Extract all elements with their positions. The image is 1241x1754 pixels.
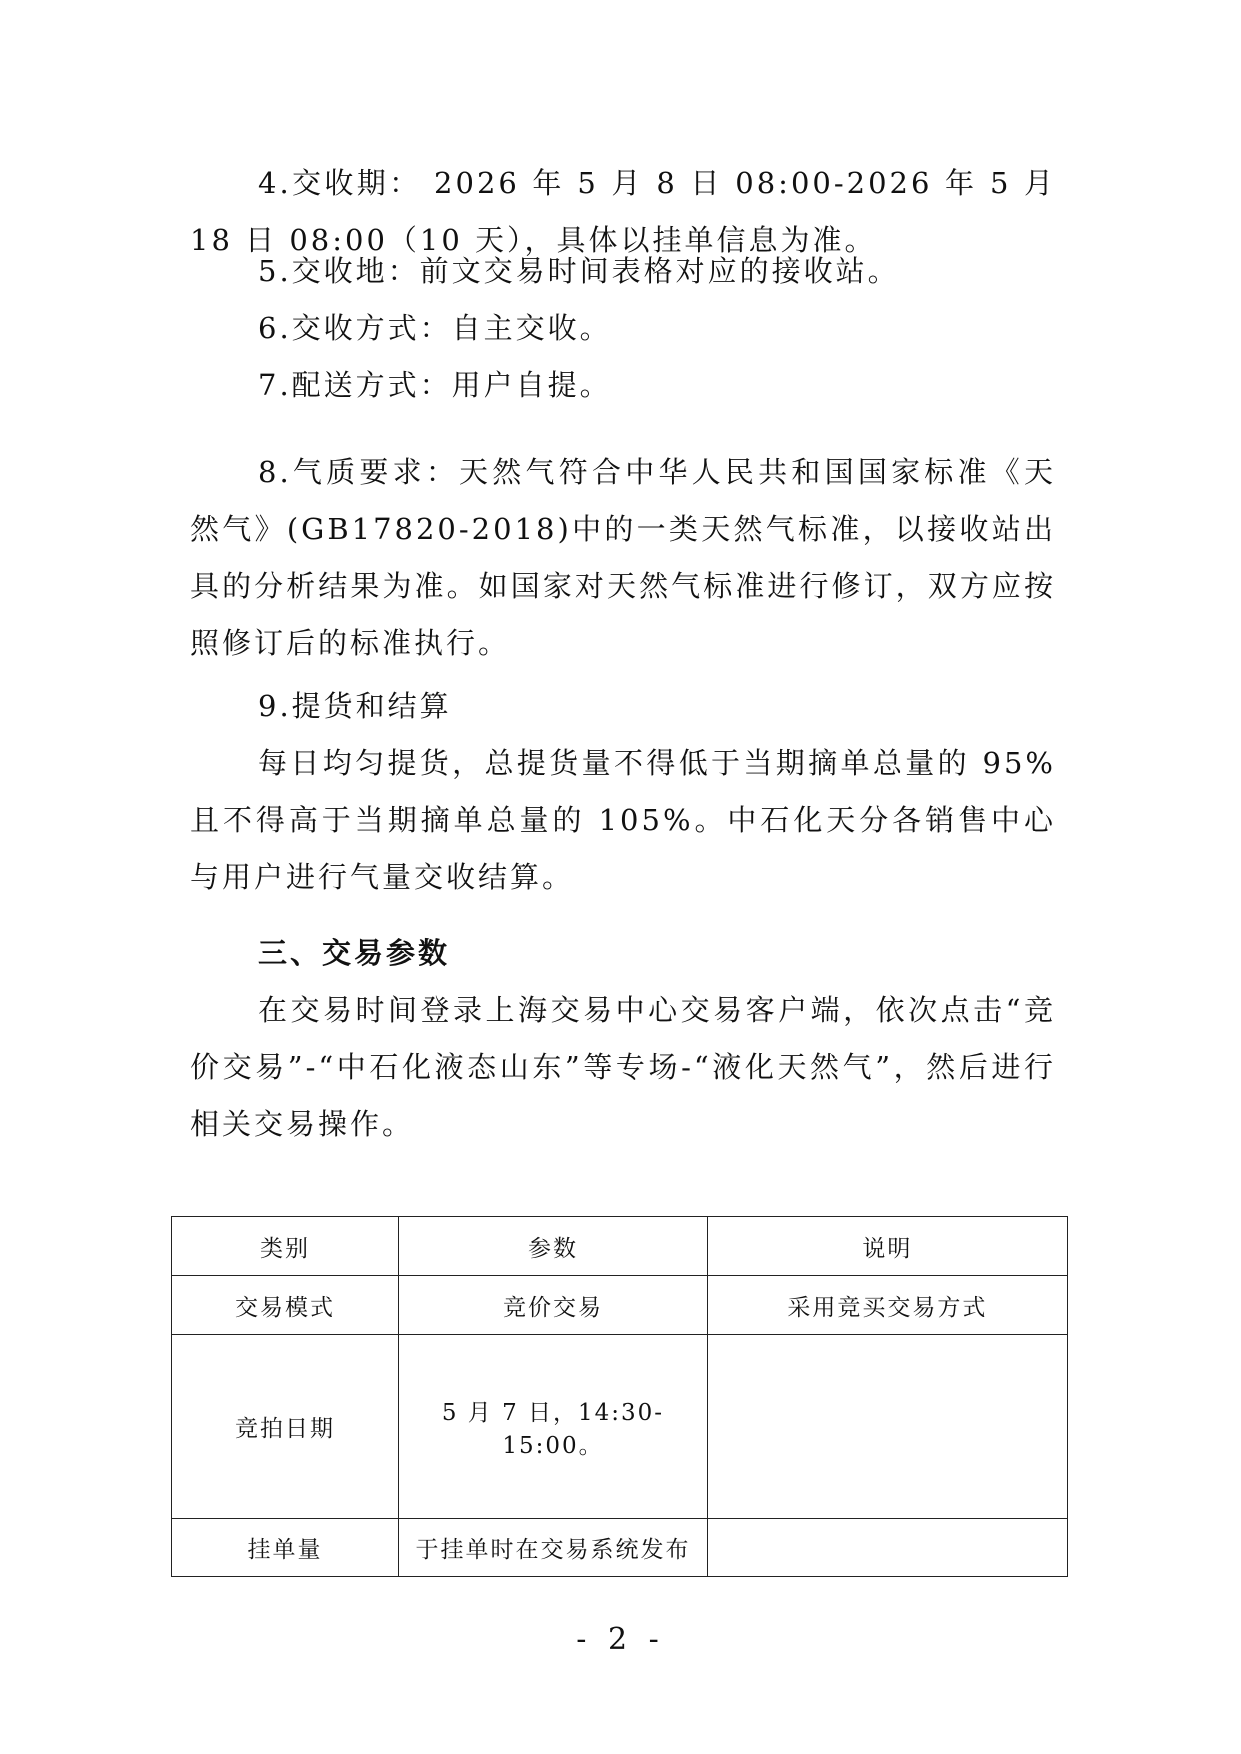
- table-cell: 5 月 7 日，14:30-15:00。: [399, 1335, 708, 1519]
- table-header-description: 说明: [707, 1217, 1067, 1276]
- table-cell: [707, 1335, 1067, 1519]
- table-row: [172, 1519, 1068, 1577]
- section-heading-trading-parameters: 三、交易参数: [258, 936, 451, 970]
- table-row: [172, 1335, 1068, 1519]
- paragraph-gas-quality: 8.气质要求：天然气符合中华人民共和国国家标准《天然气》(GB17820-2018)中的一类天然气标准，以接收站出具的分析结果为准。如国家对天然气标准进行修订，双方应按照修订后的标准执行。: [190, 455, 1056, 660]
- paragraph-delivery-period: 4.交收期： 2026 年 5 月 8 日 08:00-2026 年 5 月 18 日 08:00（10 天），具体以挂单信息为准。: [190, 166, 1056, 257]
- table-header-category: 类别: [172, 1217, 399, 1276]
- table-header-row: [172, 1217, 1068, 1276]
- paragraph-pickup-settlement-title: 9.提货和结算: [258, 689, 452, 723]
- table-cell: 挂单量: [172, 1519, 399, 1577]
- page-number: - 2 -: [576, 1622, 665, 1657]
- paragraph-delivery-method: 6.交收方式：自主交收。: [258, 311, 612, 345]
- paragraph-delivery-location: 5.交收地：前文交易时间表格对应的接收站。: [258, 254, 900, 288]
- table-cell: 采用竞买交易方式: [707, 1276, 1067, 1335]
- paragraph-distribution-method: 7.配送方式：用户自提。: [258, 368, 612, 402]
- paragraph-trading-instructions: 在交易时间登录上海交易中心交易客户端，依次点击“竞价交易”-“中石化液态山东”等专场-“液化天然气”，然后进行相关交易操作。: [190, 993, 1056, 1141]
- trading-parameters-table: [171, 1216, 1068, 1577]
- table-row: [172, 1276, 1068, 1335]
- table-cell: 竞价交易: [399, 1276, 708, 1335]
- table-cell: 竞拍日期: [172, 1335, 399, 1519]
- table-cell: 交易模式: [172, 1276, 399, 1335]
- paragraph-pickup-settlement-body: 每日均匀提货，总提货量不得低于当期摘单总量的 95% 且不得高于当期摘单总量的 105%。中石化天分各销售中心与用户进行气量交收结算。: [190, 746, 1056, 894]
- table-header-parameter: 参数: [399, 1217, 708, 1276]
- table-cell: 于挂单时在交易系统发布: [399, 1519, 708, 1577]
- table-cell: [707, 1519, 1067, 1577]
